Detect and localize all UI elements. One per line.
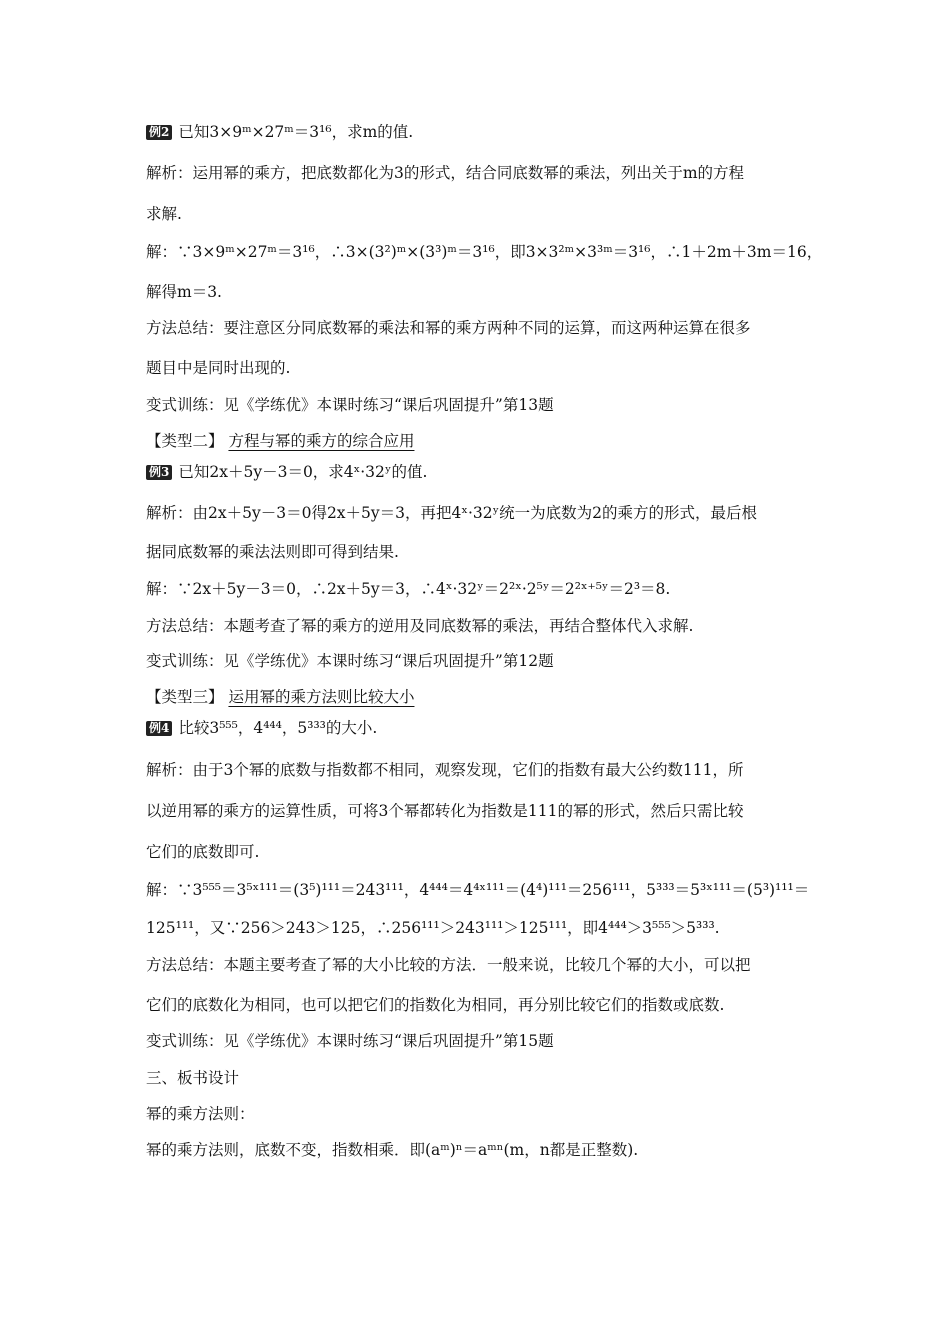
example-4-practice: 变式训练：见《学练优》本课时练习“课后巩固提升”第15题 (146, 1032, 554, 1050)
example-2-question-text: 已知3×9ᵐ×27ᵐ＝3¹⁶，求m的值. (178, 123, 414, 141)
power-rule-text: 幂的乘方法则，底数不变，指数相乘．即(aᵐ)ⁿ＝aᵐⁿ(m，n都是正整数). (146, 1141, 639, 1159)
example-4-analysis-line-3: 它们的底数即可. (146, 843, 260, 861)
example-4-question-text: 比较3⁵⁵⁵，4⁴⁴⁴，5³³³的大小. (178, 719, 378, 737)
example-2-solution-line-2: 解得m＝3. (146, 283, 222, 301)
example-3-question (146, 462, 427, 482)
example-4-question (146, 718, 377, 738)
example-3-analysis-line-1: 解析：由2x＋5y－3＝0得2x＋5y＝3，再把4ˣ·32ʸ统一为底数为2的乘方的形式，最后根 (146, 504, 758, 522)
power-rule-title: 幂的乘方法则： (146, 1105, 255, 1123)
example-2-method-line-2: 题目中是同时出现的. (146, 359, 291, 377)
example-3-question-text: 已知2x＋5y－3＝0，求4ˣ·32ʸ的值. (178, 463, 428, 481)
example-2-analysis-line-2: 求解. (146, 205, 182, 223)
type-3-bracket: 【类型三】 (146, 688, 224, 706)
example-3-tag: 例3 (146, 465, 172, 480)
example-3-solution: 解：∵2x＋5y－3＝0，∴2x＋5y＝3，∴4ˣ·32ʸ＝2²ˣ·2⁵ʸ＝2²ˣ⁺⁵ʸ＝2³＝8. (146, 580, 671, 598)
example-4-solution-line-1: 解：∵3⁵⁵⁵＝3⁵ˣ¹¹¹＝(3⁵)¹¹¹＝243¹¹¹，4⁴⁴⁴＝4⁴ˣ¹¹¹＝(4⁴)¹¹¹＝256¹¹¹，5³³³＝5³ˣ¹¹¹＝(5³)¹¹¹＝ (146, 881, 810, 899)
example-3-analysis-line-2: 据同底数幂的乘法法则即可得到结果. (146, 543, 399, 561)
example-2-question (146, 122, 413, 142)
example-3-practice: 变式训练：见《学练优》本课时练习“课后巩固提升”第12题 (146, 652, 554, 670)
section-3-heading: 三、板书设计 (146, 1069, 240, 1087)
example-4-analysis-line-1: 解析：由于3个幂的底数与指数都不相同，观察发现，它们的指数有最大公约数111，所 (146, 761, 744, 779)
type-2-bracket: 【类型二】 (146, 432, 224, 450)
type-2-title: 方程与幂的乘方的综合应用 (228, 432, 415, 450)
example-2-tag: 例2 (146, 125, 172, 140)
type-3-heading (146, 687, 414, 707)
example-2-analysis-line-1: 解析：运用幂的乘方，把底数都化为3的形式，结合同底数幂的乘法，列出关于m的方程 (146, 164, 745, 182)
example-3-method: 方法总结：本题考查了幂的乘方的逆用及同底数幂的乘法，再结合整体代入求解. (146, 617, 694, 635)
example-4-tag: 例4 (146, 721, 172, 736)
type-3-title: 运用幂的乘方法则比较大小 (228, 688, 415, 706)
type-2-heading (146, 431, 414, 451)
example-4-solution-line-2: 125¹¹¹，又∵256＞243＞125，∴256¹¹¹＞243¹¹¹＞125¹¹¹，即4⁴⁴⁴＞3⁵⁵⁵＞5³³³. (146, 919, 720, 937)
example-2-practice: 变式训练：见《学练优》本课时练习“课后巩固提升”第13题 (146, 396, 554, 414)
example-2-solution-line-1: 解：∵3×9ᵐ×27ᵐ＝3¹⁶，∴3×(3²)ᵐ×(3³)ᵐ＝3¹⁶，即3×3²ᵐ×3³ᵐ＝3¹⁶，∴1＋2m＋3m＝16， (146, 243, 823, 261)
example-2-method-line-1: 方法总结：要注意区分同底数幂的乘法和幂的乘方两种不同的运算，而这两种运算在很多 (146, 319, 751, 337)
example-4-method-line-2: 它们的底数化为相同，也可以把它们的指数化为相同，再分别比较它们的指数或底数. (146, 996, 725, 1014)
example-4-method-line-1: 方法总结：本题主要考查了幂的大小比较的方法．一般来说，比较几个幂的大小，可以把 (146, 956, 751, 974)
example-4-analysis-line-2: 以逆用幂的乘方的运算性质，可将3个幂都转化为指数是111的幂的形式，然后只需比较 (146, 802, 744, 820)
